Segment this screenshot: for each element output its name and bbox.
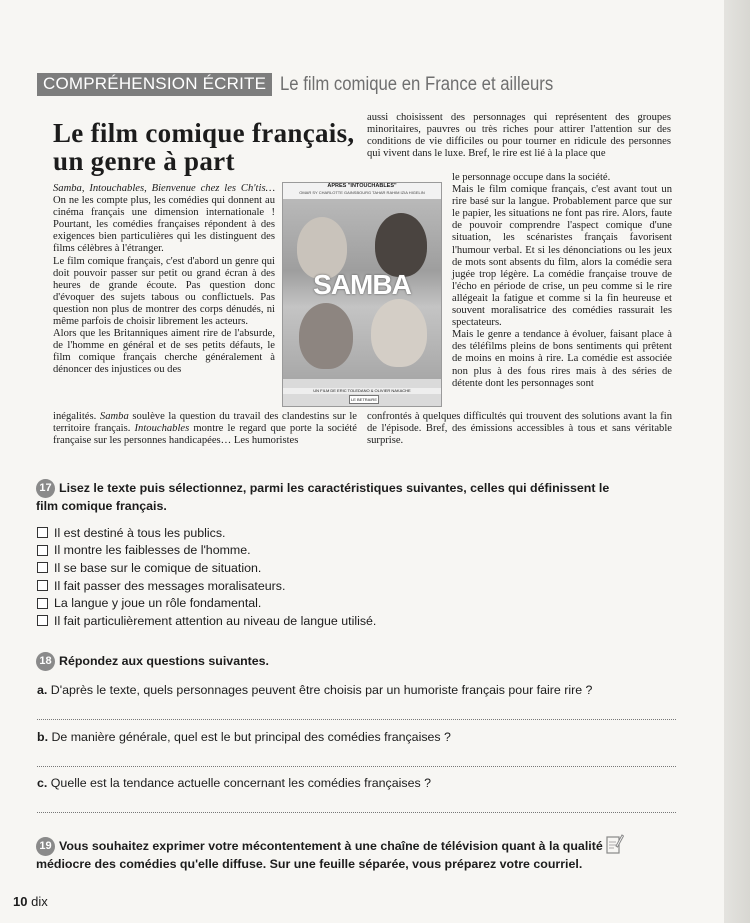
paragraph-text: Alors que les Britanniques aiment rire de l'absurde, de l'homme en général et de ses petits défauts, le film comique français cherche généralement à dénoncer des injustices ou des (53, 328, 275, 376)
exercise-17-instruction (36, 479, 616, 514)
poster-tagline: APRÈS "INTOUCHABLES" (327, 183, 397, 189)
checkbox[interactable] (37, 562, 48, 573)
checklist-item-label: Il montre les faiblesses de l'homme. (54, 543, 251, 558)
poster-title: SAMBA (313, 269, 411, 300)
checkbox[interactable] (37, 545, 48, 556)
section-badge: COMPRÉHENSION ÉCRITE (37, 73, 272, 96)
film-title-samba: Samba (99, 411, 129, 422)
poster-cast: OMAR SY CHARLOTTE GAINSBOURG TAHAR RAHIM IZIA HIGELIN (299, 190, 425, 195)
pencil-note-icon (606, 833, 624, 855)
checklist-item-label: Il se base sur le comique de situation. (54, 560, 262, 575)
question-a (37, 683, 592, 697)
article-paragraph: aussi choisissent des personnages qui représentent des groupes minoritaires, pauvres ou très riches pour attirer l'attention sur des conditions de vie difficiles ou pour tourner en ridicule des personnes qui vivent dans le luxe. Bref, le rire est lié à la place que (367, 112, 671, 160)
question-prefix: a. (37, 683, 48, 697)
exercise-number-badge: 19 (36, 837, 55, 856)
article-paragraph: confrontés à quelques difficultés qui trouvent des solutions avant la fin de l'épisode. Bref, des émissions accessibles à tous et sans véritable surprise. (367, 411, 672, 447)
exercise-19-instruction (36, 837, 616, 872)
page-footer (13, 894, 48, 909)
paragraph-italic: Samba, Intouchables, Bienvenue chez les Ch'tis… (53, 183, 275, 194)
exercise-instruction-text: Répondez aux questions suivantes. (59, 653, 269, 668)
checklist-item-label: Il fait particulièrement attention au niveau de langue utilisé. (54, 613, 377, 628)
poster-header (283, 183, 441, 199)
article-paragraph (53, 256, 275, 329)
exercise-instruction-text: Lisez le texte puis sélectionnez, parmi les caractéristiques suivantes, celles qui définissent le film comique français. (36, 480, 610, 513)
checklist-item[interactable] (37, 612, 376, 630)
paragraph-text: soulève la question du travail des clandestins sur le territoire français. (53, 411, 357, 435)
article-paragraph: Mais le film comique français, c'est avant tout un rire basé sur la langue. Probablement parce que sur le papier, les situations ne font pas rire. Alors, faute de pouvoir comprendre l'aspect comique d'une situation, les scénaristes français favorisent l'humour verbal. Et si les dénonciations ou les jeux de mots sont absents du film, alors la comédie sera jugée trop légère. La comédie française trouve de l'écho en période de crise, un peu comme si le rire allégeait la fatigue et comme si la fin heureuse et souvent moralisatrice des comédies rassurait les spectateurs. (452, 184, 672, 329)
article-column-left-bottom (53, 411, 357, 447)
paragraph-text: Le film comique français, c'est d'abord un genre qui doit pouvoir passer sur petit ou grand écran à des heures de grande écoute. Pas question donc d'évoquer des sujets tabous ou conflictuels. Pas question non plus de montrer des corps dénudés, ni même parfois de choisir librement les acteurs. (53, 255, 275, 328)
exercise-number-badge: 17 (36, 479, 55, 498)
film-title-intouchables: Intouchables (134, 423, 190, 435)
paragraph-text: inégalités. (53, 411, 100, 422)
checklist-item[interactable] (37, 594, 376, 612)
exercise-instruction-text: Vous souhaitez exprimer votre mécontentement à une chaîne de télévision quant à la qualité médiocre des comédies qu'elle diffuse. Sur une feuille séparée, vous préparez votre courriel. (36, 838, 603, 871)
article-paragraph: Mais le genre a tendance à évoluer, faisant place à des téléfilms pleins de bons sentiments qui prêtent de moins en moins à rire. La comédie est associée non plus à des fous rires mais à des séries de détente dont les personnages sont (452, 329, 672, 389)
poster-face (299, 303, 353, 369)
article-column-right (452, 172, 672, 390)
question-text: D'après le texte, quels personnages peuvent être choisis par un humoriste français pour faire rire ? (47, 683, 593, 697)
poster-logo: LE BETRAIRE (350, 397, 377, 402)
section-header (37, 73, 591, 96)
exercise-18-instruction (36, 652, 636, 671)
answer-line-a[interactable] (37, 703, 676, 720)
answer-line-c[interactable] (37, 796, 676, 813)
exercise-17-checklist (37, 524, 376, 630)
checkbox[interactable] (37, 615, 48, 626)
answer-line-b[interactable] (37, 750, 676, 767)
article-column-left (53, 183, 275, 377)
page-number: 10 (13, 894, 28, 909)
exercise-number-badge: 18 (36, 652, 55, 671)
question-c (37, 776, 431, 790)
checkbox[interactable] (37, 580, 48, 591)
article-title (53, 119, 373, 175)
article-paragraph (53, 183, 275, 256)
paragraph-text: montre le regard que porte la société française sur les personnes handicapées… Les humoristes (53, 423, 357, 447)
checkbox[interactable] (37, 598, 48, 609)
page-edge (724, 0, 750, 923)
checklist-item-label: Il est destiné à tous les publics. (54, 525, 226, 540)
page-number-word: dix (31, 894, 48, 909)
article-title-line1: Le film comique français, (53, 118, 355, 148)
question-text: De manière générale, quel est le but principal des comédies françaises ? (48, 730, 451, 744)
question-b (37, 730, 451, 744)
poster-face (371, 299, 427, 367)
checklist-item-label: Il fait passer des messages moralisateurs. (54, 578, 286, 593)
section-subtitle: Le film comique en France et ailleurs (280, 73, 554, 95)
poster-face (375, 213, 427, 277)
checkbox[interactable] (37, 527, 48, 538)
question-prefix: c. (37, 776, 48, 790)
movie-poster-image (282, 182, 442, 407)
article-column-right-top (367, 112, 671, 160)
article-title-line2: un genre à part (53, 146, 235, 176)
checklist-item[interactable] (37, 524, 376, 542)
poster-credit: UN FILM DE ERIC TOLEDANO & OLIVIER NAKACHE (283, 388, 441, 394)
question-prefix: b. (37, 730, 49, 744)
checklist-item[interactable] (37, 577, 376, 595)
article-paragraph: le personnage occupe dans la société. (452, 172, 611, 183)
checklist-item-label: La langue y joue un rôle fondamental. (54, 596, 262, 611)
checklist-item[interactable] (37, 542, 376, 560)
paragraph-text: On ne les compte plus, les comédies qui donnent au cinéma français une dimension internationale ! Pourtant, les comédies françaises répondent à des exigences bien particulières qui les distinguent des films célèbres à l'étranger. (53, 195, 275, 255)
question-text: Quelle est la tendance actuelle concernant les comédies françaises ? (47, 776, 431, 790)
article-paragraph (53, 328, 275, 376)
article-paragraph (53, 411, 357, 447)
article-column-right-bottom (367, 411, 672, 447)
checklist-item[interactable] (37, 559, 376, 577)
